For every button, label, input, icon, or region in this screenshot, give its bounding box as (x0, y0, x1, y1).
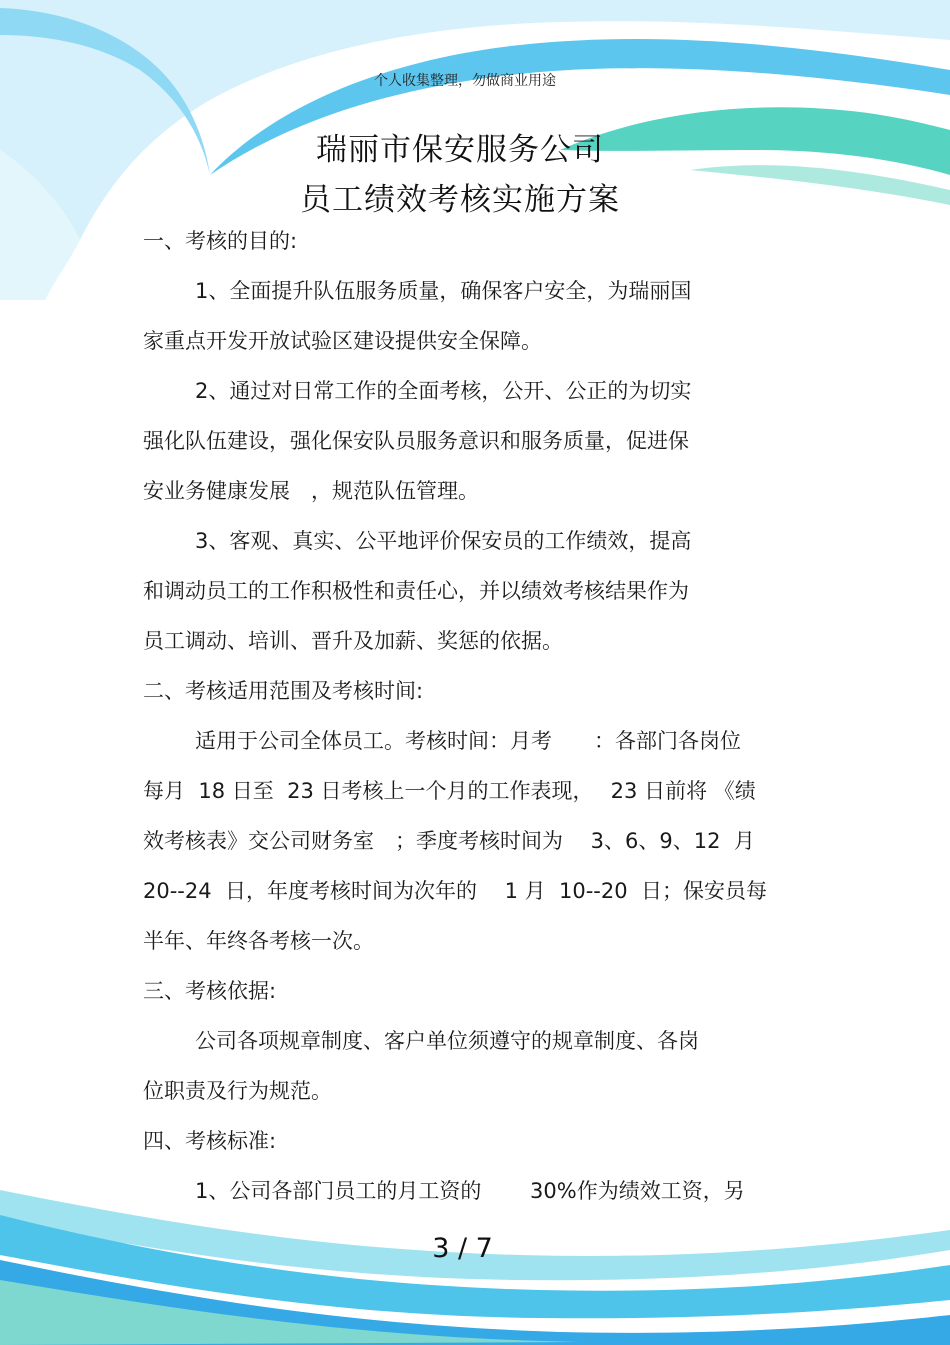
paragraph-line: 1、全面提升队伍服务质量，确保客户安全，为瑞丽国 (195, 279, 692, 303)
paragraph-line: 1、公司各部门员工的月工资的 30%作为绩效工资，另 (195, 1179, 745, 1203)
document-title-line-2: 员工绩效考核实施方案 (300, 182, 620, 218)
paragraph-line: 和调动员工的工作积极性和责任心，并以绩效考核结果作为 (143, 579, 689, 603)
header-note: 个人收集整理，勿做商业用途 (374, 73, 556, 89)
paragraph-line: 适用于公司全体员工。考核时间：月考 ：各部门各岗位 (195, 729, 741, 753)
section-heading-scope: 二、考核适用范围及考核时间: (143, 679, 424, 703)
paragraph-line: 位职责及行为规范。 (143, 1079, 332, 1103)
paragraph-line: 安业务健康发展 ，规范队伍管理。 (143, 479, 479, 503)
paragraph-line: 强化队伍建设，强化保安队员服务意识和服务质量，促进保 (143, 429, 689, 453)
page-number: 3 / 7 (432, 1233, 493, 1264)
section-heading-basis: 三、考核依据: (143, 979, 277, 1003)
paragraph-line: 3、客观、真实、公平地评价保安员的工作绩效，提高 (195, 529, 692, 553)
paragraph-line: 效考核表》交公司财务室 ；季度考核时间为 3、6、9、12 月 (143, 829, 755, 853)
section-heading-purpose: 一、考核的目的: (143, 229, 298, 253)
section-heading-standard: 四、考核标准: (143, 1129, 277, 1153)
paragraph-line: 2、通过对日常工作的全面考核，公开、公正的为切实 (195, 379, 692, 403)
paragraph-line: 家重点开发开放试验区建设提供安全保障。 (143, 329, 542, 353)
document-title-line-1: 瑞丽市保安服务公司 (316, 132, 604, 168)
paragraph-line: 半年、年终各考核一次。 (143, 929, 374, 953)
paragraph-line: 每月 18 日至 23 日考核上一个月的工作表现， 23 日前将 《绩 (143, 779, 756, 803)
paragraph-line: 员工调动、培训、晋升及加薪、奖惩的依据。 (143, 629, 563, 653)
paragraph-line: 公司各项规章制度、客户单位须遵守的规章制度、各岗 (195, 1029, 699, 1053)
paragraph-line: 20--24 日，年度考核时间为次年的 1 月 10--20 日；保安员每 (143, 879, 767, 903)
